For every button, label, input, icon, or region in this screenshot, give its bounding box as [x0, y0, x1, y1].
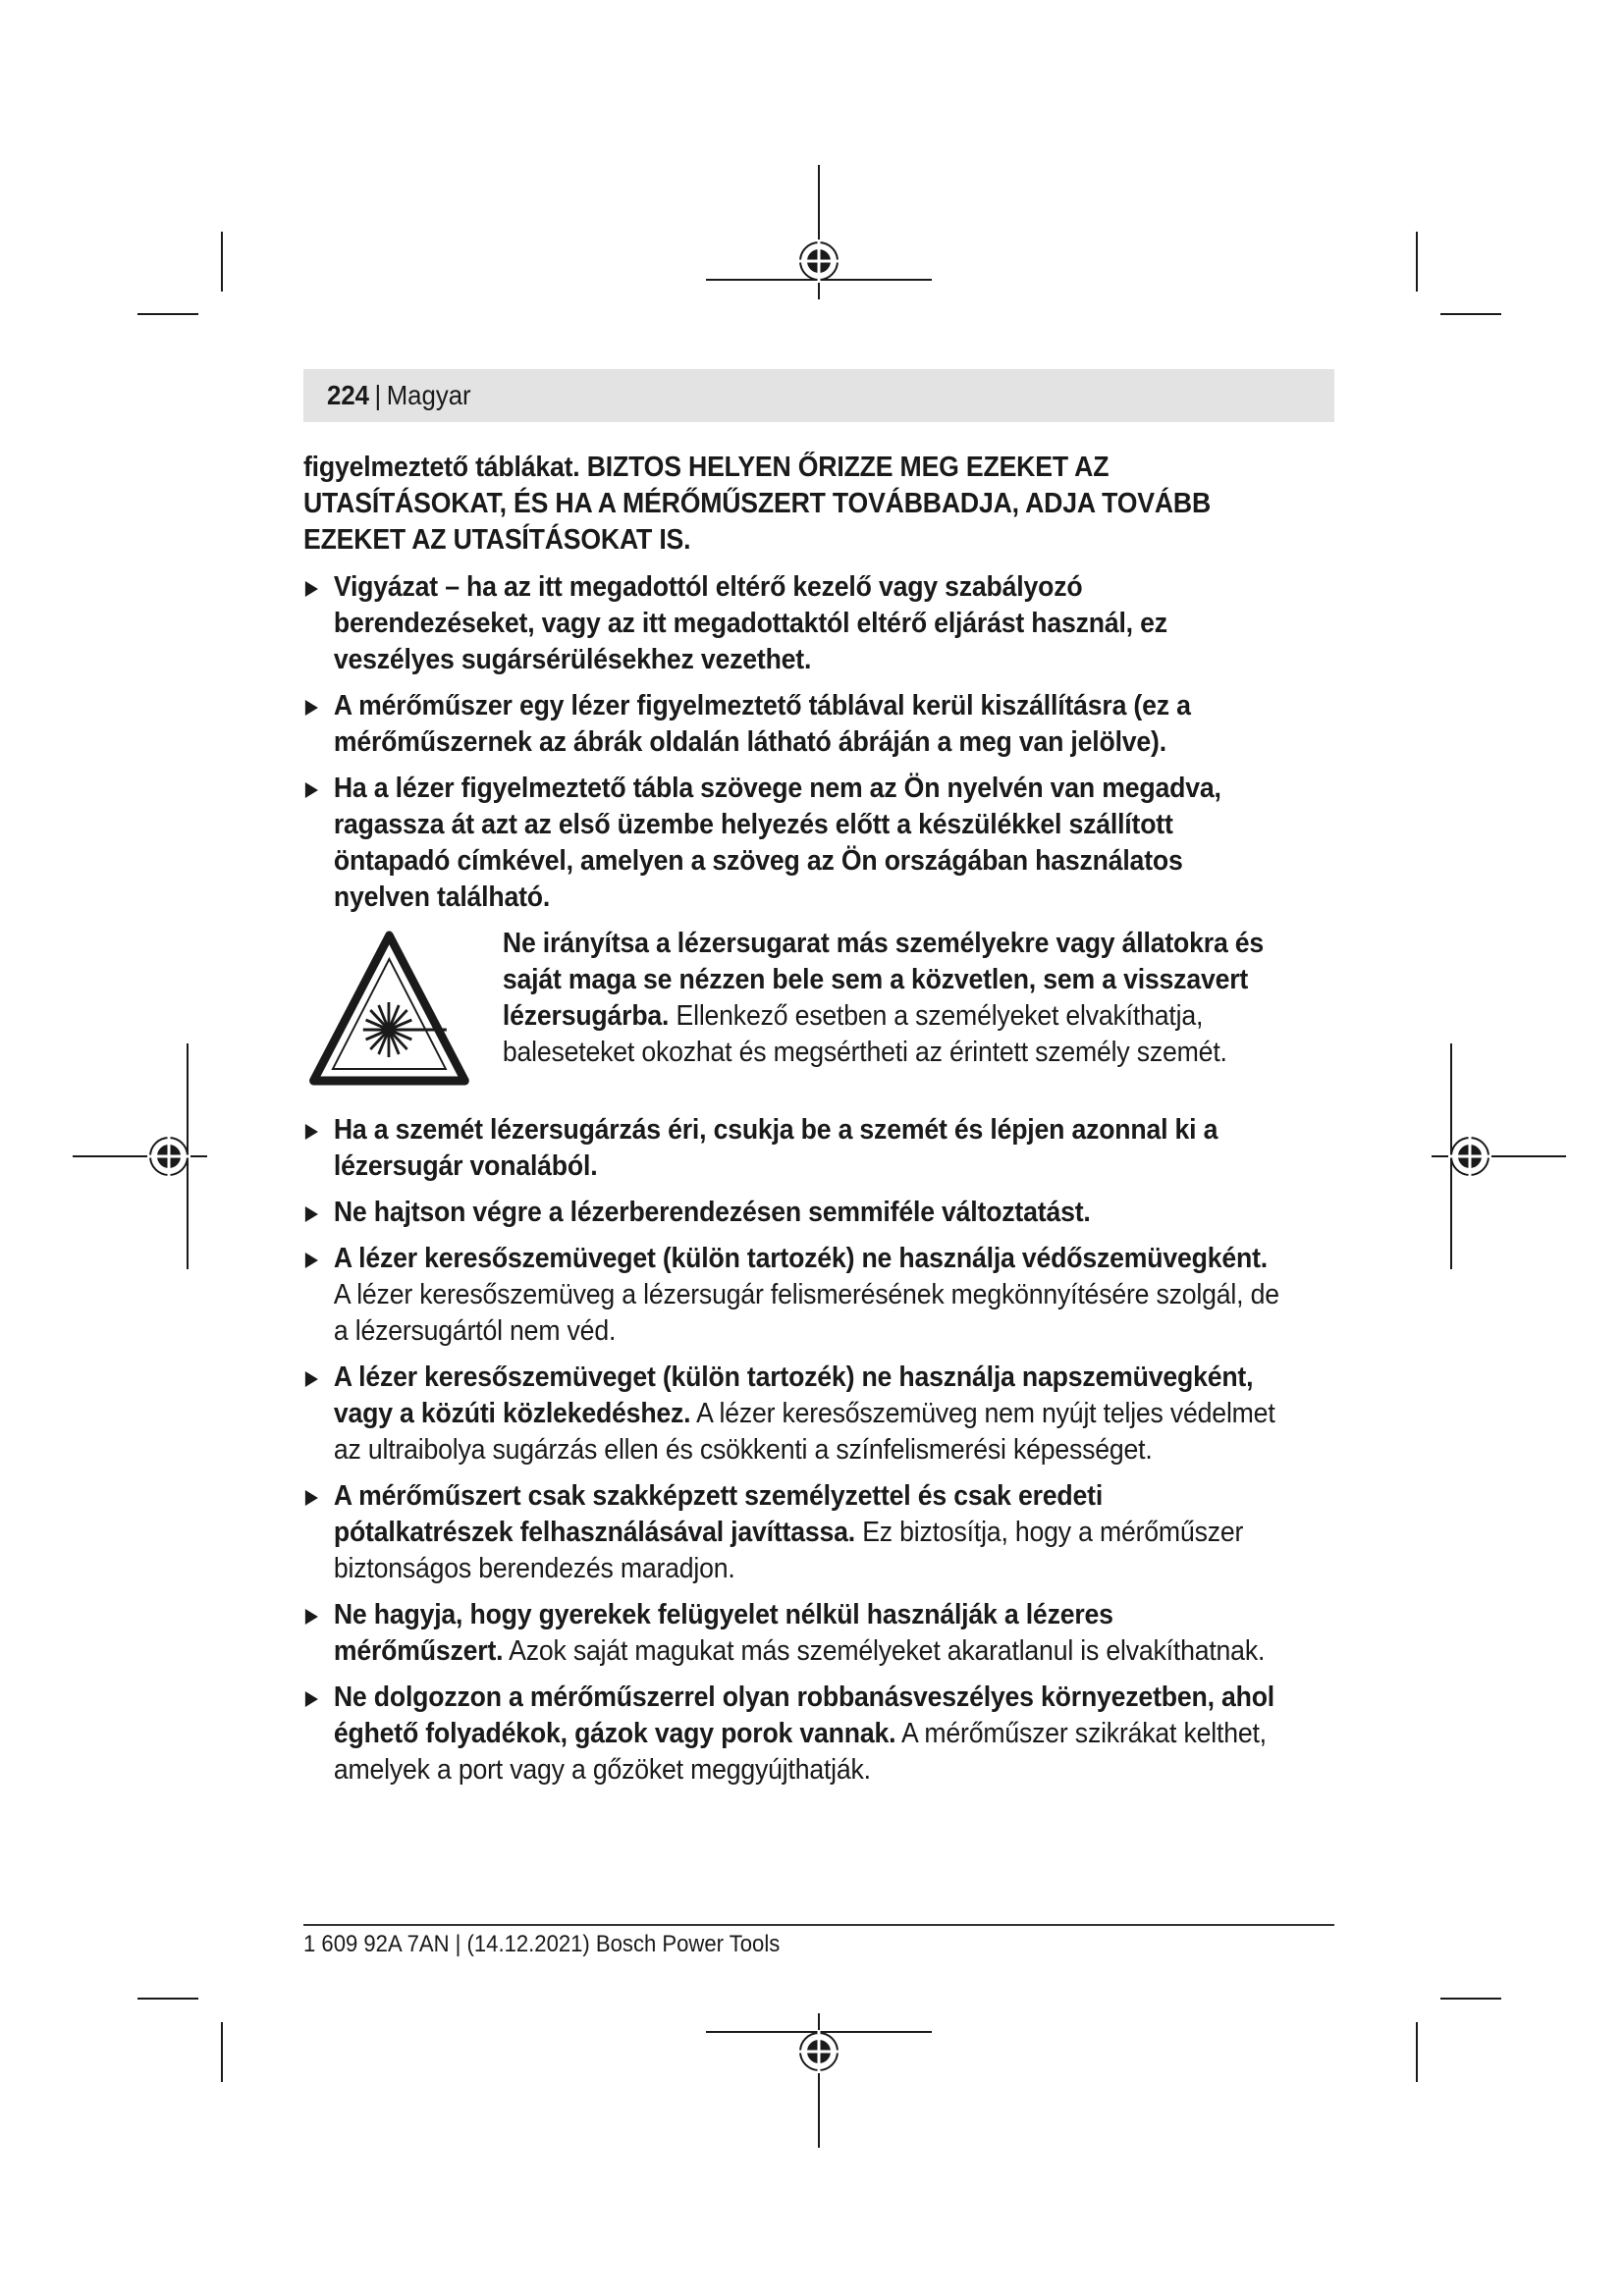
bullet-arrow-icon	[305, 1253, 318, 1268]
item-bold-text: Ne hajtson végre a lézerberendezésen semmiféle változtatást.	[333, 1197, 1091, 1228]
item-normal-text: Azok saját magukat más személyeket akaratlanul is elvakíthatnak.	[503, 1635, 1266, 1667]
intro-paragraph: figyelmeztető táblákat. BIZTOS HELYEN ŐRIZZE MEG EZEKET AZ UTASÍTÁSOKAT, ÉS HA A MÉRŐMŰSZERT TOVÁBBADJA, ADJA TOVÁBB EZEKET AZ UTASÍTÁSOKAT IS.	[303, 452, 1212, 556]
item-bold-text: A mérőműszert csak szakképzett személyzettel és csak eredeti pótalkatrészek felhasználásával javíttassa.	[333, 1480, 1104, 1548]
bullet-arrow-icon	[305, 1371, 318, 1387]
item-bold-text: Ne hagyja, hogy gyerekek felügyelet nélkül használják a lézeres mérőműszert.	[333, 1599, 1113, 1667]
item-bold-text: Ha a szemét lézersugárzás éri, csukja be a szemét és lépjen azonnal ki a lézersugár vonalából.	[333, 1114, 1218, 1182]
item-bold-text: Ne dolgozzon a mérőműszerrel olyan robbanásveszélyes környezetben, ahol éghető folyadékok, gázok vagy porok vannak.	[333, 1682, 1275, 1749]
safety-list-item	[303, 1112, 1282, 1185]
item-normal-text: A lézer keresőszemüveg a lézersugár felismerésének megkönnyítésére szolgál, de a lézersugártól nem véd.	[333, 1279, 1279, 1347]
safety-list-item	[303, 1360, 1282, 1468]
item-bold-text: Ha a lézer figyelmeztető tábla szövege nem az Ön nyelvén van megadva, ragassza át azt az első üzembe helyezés előtt a készülékkel szállított öntapadó címkével, amelyen a szöveg az Ön országában használatos nyelven található.	[333, 773, 1221, 913]
section-language: Magyar	[386, 380, 471, 410]
bullet-arrow-icon	[305, 1609, 318, 1625]
header-separator: |	[374, 380, 382, 410]
item-bold-text: Vigyázat – ha az itt megadottól eltérő kezelő vagy szabályozó berendezéseket, vagy az itt megadottaktól eltérő eljárást használ, ez veszélyes sugársérülésekhez vezethet.	[333, 571, 1167, 675]
page-footer: 1 609 92A 7AN | (14.12.2021) Bosch Power Tools	[303, 1931, 781, 1957]
item-normal-text: A mérőműszer szikrákat kelthet, amelyek a port vagy a gőzöket meggyújthatják.	[333, 1718, 1267, 1786]
item-normal-text: Ez biztosítja, hogy a mérőműszer biztonságos berendezés maradjon.	[333, 1517, 1244, 1584]
bullet-arrow-icon	[305, 1691, 318, 1707]
safety-instructions	[303, 450, 1282, 1798]
bullet-arrow-icon	[305, 1490, 318, 1506]
bullet-arrow-icon	[305, 1206, 318, 1222]
item-bold-text: A lézer keresőszemüveget (külön tartozék) ne használja napszemüvegként, vagy a közúti közlekedéshez.	[333, 1362, 1254, 1429]
item-bold-text: A lézer keresőszemüveget (külön tartozék) ne használja védőszemüvegként.	[333, 1243, 1268, 1274]
safety-list-item	[303, 569, 1282, 678]
laser-warning-normal: Ellenkező esetben a személyeket elvakíthatja, baleseteket okozhat és megsértheti az érintett személy szemét.	[502, 1000, 1227, 1068]
page-number: 224	[327, 380, 369, 410]
safety-list-after	[303, 1112, 1282, 1789]
bullet-arrow-icon	[305, 700, 318, 716]
safety-list-item	[303, 1195, 1282, 1231]
safety-list-item	[303, 1680, 1282, 1789]
safety-list-item	[303, 1597, 1282, 1670]
footer-rule	[303, 1924, 1334, 1926]
item-normal-text: A lézer keresőszemüveg nem nyújt teljes védelmet az ultraibolya sugárzás ellen és csökkenti a színfelismerési képességet.	[333, 1398, 1275, 1466]
bullet-arrow-icon	[305, 782, 318, 798]
laser-warning-icon	[309, 930, 470, 1087]
safety-list-before	[303, 569, 1282, 916]
item-bold-text: A mérőműszer egy lézer figyelmeztető táblával kerül kiszállításra (ez a mérőműszernek az ábrák oldalán látható ábráján a meg van jelölve).	[333, 690, 1191, 758]
laser-warning-bold: Ne irányítsa a lézersugarat más személyekre vagy állatokra és saját maga se nézzen bele sem a közvetlen, sem a visszavert lézersugárba.	[502, 928, 1265, 1032]
safety-list-item	[303, 1478, 1282, 1587]
laser-warning-text	[503, 926, 1282, 1071]
safety-list-item	[303, 771, 1282, 916]
page-header	[327, 378, 471, 413]
laser-warning-block	[303, 926, 1282, 1083]
bullet-arrow-icon	[305, 1124, 318, 1140]
bullet-arrow-icon	[305, 581, 318, 597]
safety-list-item	[303, 688, 1282, 761]
safety-list-item	[303, 1241, 1282, 1350]
